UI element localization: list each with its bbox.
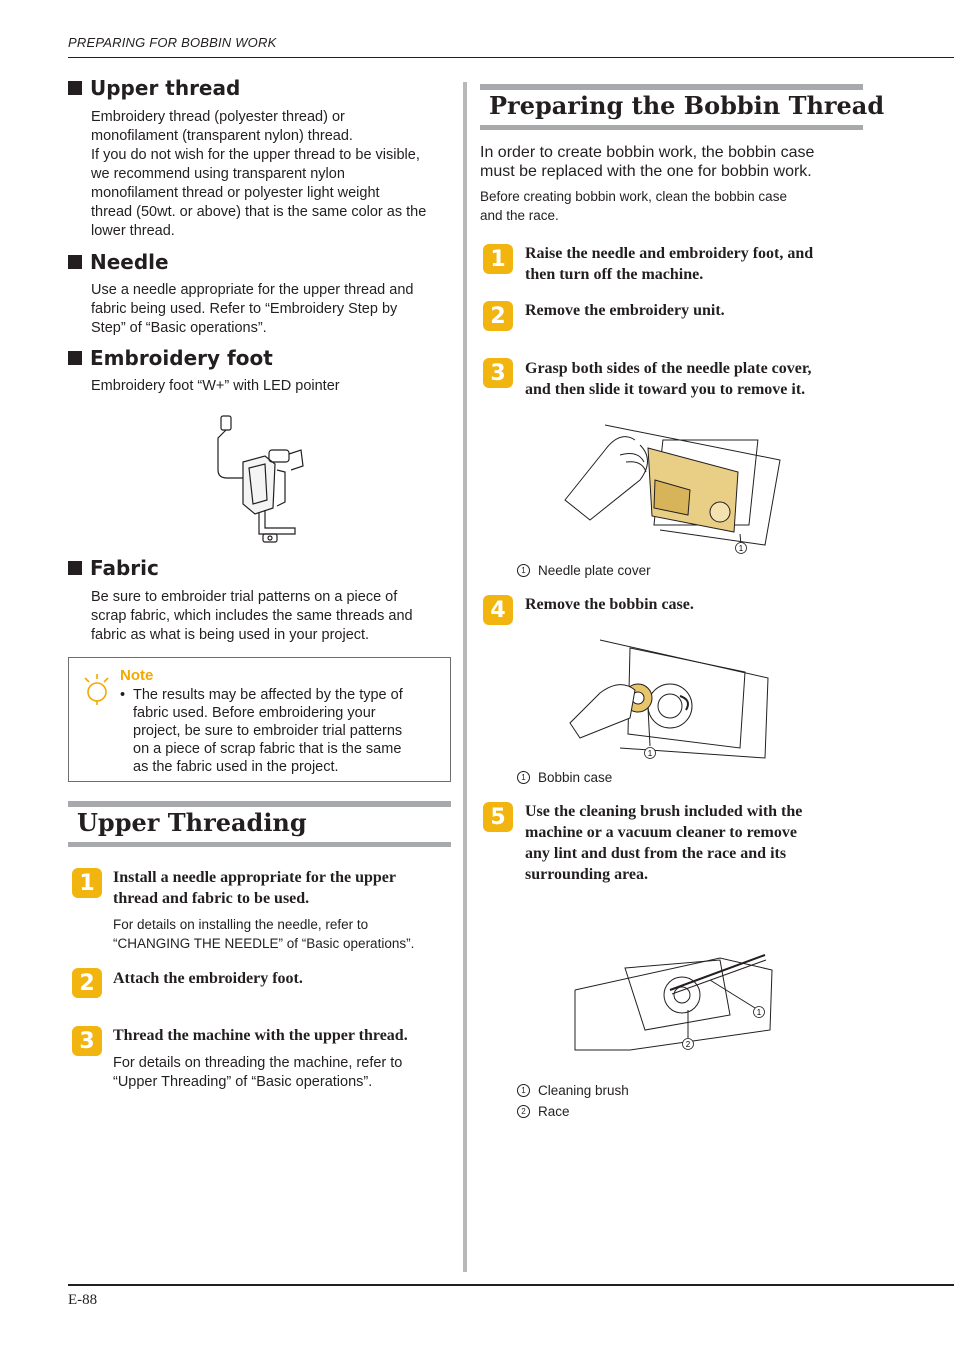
step-badge-1: 1 xyxy=(483,244,513,274)
note-bullet: • xyxy=(120,687,126,703)
bobbin-intro-small: Before creating bobbin work, clean the bobbin case and the race. xyxy=(480,189,787,223)
upper-step-1-detail: For details on installing the needle, refer to “CHANGING THE NEEDLE” of “Basic operations”. xyxy=(113,917,415,951)
title-bar-bottom xyxy=(68,842,451,847)
title-bar-top xyxy=(68,801,451,807)
caption-race: 2 Race xyxy=(517,1104,570,1119)
square-bullet-icon xyxy=(68,81,82,95)
embroidery-foot-text: Embroidery foot “W+” with LED pointer xyxy=(91,378,340,394)
title-bar-top xyxy=(480,84,863,90)
embroidery-foot-illustration xyxy=(205,410,315,548)
header-rule xyxy=(68,57,954,58)
note-label: Note xyxy=(120,667,154,684)
step-badge-1: 1 xyxy=(72,868,102,898)
needle-heading: Needle xyxy=(68,250,169,274)
square-bullet-icon xyxy=(68,255,82,269)
title-bar-bottom xyxy=(480,125,863,130)
embroidery-foot-heading: Embroidery foot xyxy=(68,346,273,370)
needle-plate-cover-illustration xyxy=(560,420,786,560)
bobbin-case-illustration xyxy=(560,638,770,768)
needle-text: Use a needle appropriate for the upper thread and fabric being used. Refer to “Embroidery Step by Step” of “Basic operations”. xyxy=(91,282,414,336)
bobbin-step-5-text: Use the cleaning brush included with the machine or a vacuum cleaner to remove any lint and dust from the race and its surrounding area. xyxy=(525,803,803,883)
bobbin-step-1-text: Raise the needle and embroidery foot, and then turn off the machine. xyxy=(525,245,814,283)
svg-text:2: 2 xyxy=(685,1040,691,1049)
column-divider xyxy=(463,82,467,1272)
footer-rule xyxy=(68,1284,954,1286)
svg-text:1: 1 xyxy=(647,749,653,758)
step-badge-2: 2 xyxy=(483,301,513,331)
upper-thread-heading: Upper thread xyxy=(68,76,240,100)
running-header: PREPARING FOR BOBBIN WORK xyxy=(68,35,277,50)
bobbin-intro: In order to create bobbin work, the bobbin case must be replaced with the one for bobbin work. xyxy=(480,144,815,180)
step-badge-3: 3 xyxy=(72,1026,102,1056)
fabric-text: Be sure to embroider trial patterns on a piece of scrap fabric, which includes the same threads and fabric as what is being used in your project. xyxy=(91,589,413,643)
upper-step-1-text: Install a needle appropriate for the upper thread and fabric to be used. xyxy=(113,869,396,907)
step-badge-4: 4 xyxy=(483,595,513,625)
bobbin-step-4-text: Remove the bobbin case. xyxy=(525,596,694,613)
svg-text:1: 1 xyxy=(756,1008,762,1017)
caption-bobbin-case: 1 Bobbin case xyxy=(517,770,612,785)
bobbin-thread-title: Preparing the Bobbin Thread xyxy=(489,91,885,120)
upper-step-3-detail: For details on threading the machine, refer to “Upper Threading” of “Basic operations”. xyxy=(113,1055,403,1090)
lightbulb-icon xyxy=(81,672,111,706)
upper-thread-text: Embroidery thread (polyester thread) or monofilament (transparent nylon) thread. If you do not wish for the upper thread to be visible, we recommend using transparent nylon monofilament thread or polyester light weight thread (50wt. or above) that is the same color as the lower thread. xyxy=(91,109,427,239)
upper-step-3-text: Thread the machine with the upper thread. xyxy=(113,1027,408,1044)
note-box xyxy=(68,657,451,782)
step-badge-3: 3 xyxy=(483,358,513,388)
svg-text:1: 1 xyxy=(738,544,744,553)
caption-needle-plate-cover: 1 Needle plate cover xyxy=(517,563,651,578)
fabric-heading: Fabric xyxy=(68,556,159,580)
page-number: E-88 xyxy=(68,1292,98,1308)
cleaning-brush-illustration xyxy=(570,950,775,1065)
note-text: The results may be affected by the type of fabric used. Before embroidering your project, be sure to embroider trial patterns on a piece of scrap fabric that is the same as the fabric used in the project. xyxy=(133,687,403,775)
step-badge-5: 5 xyxy=(483,802,513,832)
bobbin-step-3-text: Grasp both sides of the needle plate cover, and then slide it toward you to remove it. xyxy=(525,360,812,398)
square-bullet-icon xyxy=(68,561,82,575)
caption-cleaning-brush: 1 Cleaning brush xyxy=(517,1083,629,1098)
upper-threading-title: Upper Threading xyxy=(77,808,307,837)
step-badge-2: 2 xyxy=(72,968,102,998)
upper-step-2-text: Attach the embroidery foot. xyxy=(113,970,303,987)
bobbin-step-2-text: Remove the embroidery unit. xyxy=(525,302,725,319)
square-bullet-icon xyxy=(68,351,82,365)
